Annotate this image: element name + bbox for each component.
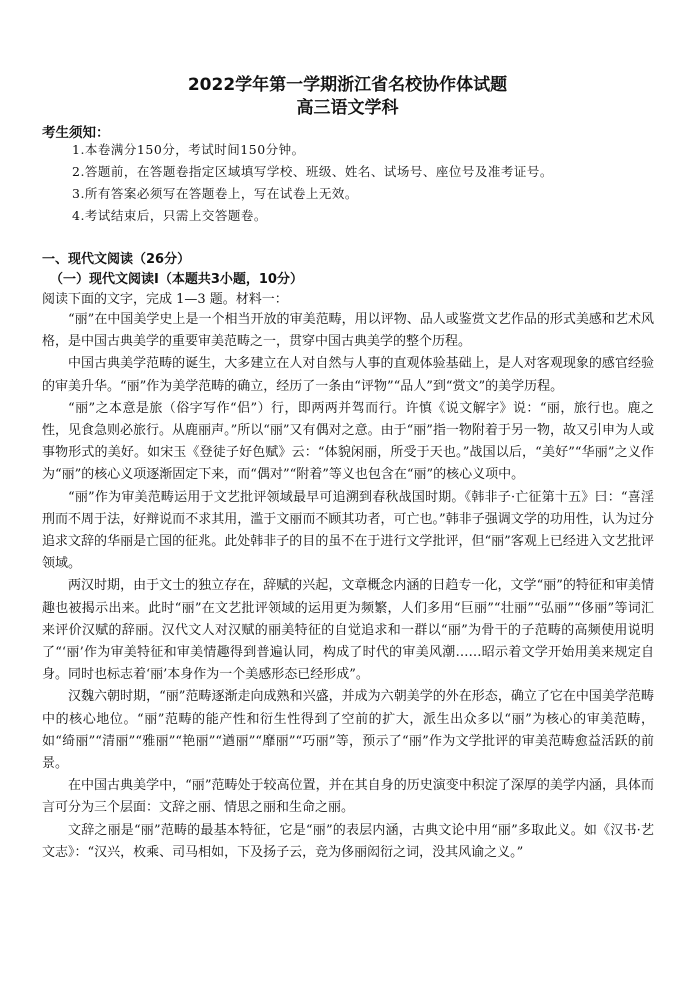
passage-paragraph: “丽”之本意是旅（俗字写作“侣”）行，即两两并驾而行。许慎《说文解字》说：“丽，旅行也。鹿之性，见食急则必旅行。从鹿丽声。”所以“丽”又有偶对之意。由于“丽”指一物附着于另一物，故又引申为人或事物形式的美好。如宋玉《登徒子好色赋》云：“体貌闲丽，所受于天也。”战国以后，“美好”“华丽”之义作为“丽”的核心义项逐渐固定下来，而“偶对”“附着”等义也包含在“丽”的核心义项中。 <box>42 400 654 483</box>
exam-title: 2022学年第一学期浙江省名校协作体试题 <box>187 75 508 95</box>
exam-subtitle: 高三语文学科 <box>296 98 399 118</box>
notice-item: 1.本卷满分150分，考试时间150分钟。 <box>72 142 305 157</box>
passage-paragraph: “丽”在中国美学史上是一个相当开放的审美范畴，用以评物、品人或鉴赏文艺作品的形式美感和艺术风格，是中国古典美学的重要审美范畴之一，贯穿中国古典美学的整个历程。 <box>42 312 654 350</box>
passage-paragraph: 文辞之丽是“丽”范畴的最基本特征，它是“丽”的表层内涵，古典文论中用“丽”多取此义。如《汉书·艺文志》：“汉兴，枚乘、司马相如，下及扬子云，竞为侈丽闳衍之词，没其风谕之义。” <box>42 822 654 860</box>
notice-item: 4.考试结束后，只需上交答题卷。 <box>72 208 267 223</box>
passage-paragraph: 在中国古典美学中，“丽”范畴处于较高位置，并在其自身的历史演变中积淀了深厚的美学内涵，具体而言可分为三个层面：文辞之丽、情思之丽和生命之丽。 <box>42 778 654 816</box>
reading-passage <box>42 309 654 864</box>
passage-paragraph: “丽”作为审美范畴运用于文艺批评领域最早可追溯到春秋战国时期。《韩非子·亡征第十五》曰：“喜淫刑而不周于法，好辩说而不求其用，滥于文丽而不顾其功者，可亡也。”韩非子强调文学的功用性，认为过分追求文辞的华丽是亡国的征兆。此处韩非子的目的虽不在于进行文学批评，但“丽”客观上已经进入文艺批评领域。 <box>42 489 654 572</box>
notice-item: 3.所有答案必须写在答题卷上，写在试卷上无效。 <box>72 186 358 201</box>
notice-heading: 考生须知： <box>42 125 110 141</box>
section-heading: 一、现代文阅读（26分） <box>42 252 191 267</box>
passage-paragraph: 中国古典美学范畴的诞生，大多建立在人对自然与人事的直观体验基础上，是人对客观现象的感官经验的审美升华。“丽”作为美学范畴的确立，经历了一条由“评物”“品人”到“赏文”的美学历程。 <box>42 356 654 394</box>
passage-paragraph: 两汉时期，由于文士的独立存在，辞赋的兴起，文章概念内涵的日趋专一化，文学“丽”的特征和审美情趣也被揭示出来。此时“丽”在文艺批评领域的运用更为频繁，人们多用“巨丽”“壮丽”“弘丽”“侈丽”等词汇来评价汉赋的辞丽。汉代文人对汉赋的丽美特征的自觉追求和一群以“丽”为骨干的子范畴的高频使用说明了“‘丽’作为审美特征和审美情趣得到普遍认同，构成了时代的审美风潮……昭示着文学开始用美来规定自身。同时也标志着‘丽’本身作为一个美感形态已经形成”。 <box>42 578 654 683</box>
subsection-heading: （一）现代文阅读Ⅰ（本题共3小题，10分） <box>50 272 303 287</box>
passage-paragraph: 汉魏六朝时期，“丽”范畴逐渐走向成熟和兴盛，并成为六朝美学的外在形态，确立了它在中国美学范畴中的核心地位。“丽”范畴的能产性和衍生性得到了空前的扩大，派生出众多以“丽”为核心的审美范畴，如“绮丽”“清丽”“雅丽”“艳丽”“遒丽”“靡丽”“巧丽”等，预示了“丽”作为文学批评的审美范畴愈益活跃的前景。 <box>42 689 654 772</box>
notice-item: 2.答题前，在答题卷指定区域填写学校、班级、姓名、试场号、座位号及准考证号。 <box>72 164 553 179</box>
reading-instruction: 阅读下面的文字，完成 1—3 题。材料一： <box>42 292 288 307</box>
